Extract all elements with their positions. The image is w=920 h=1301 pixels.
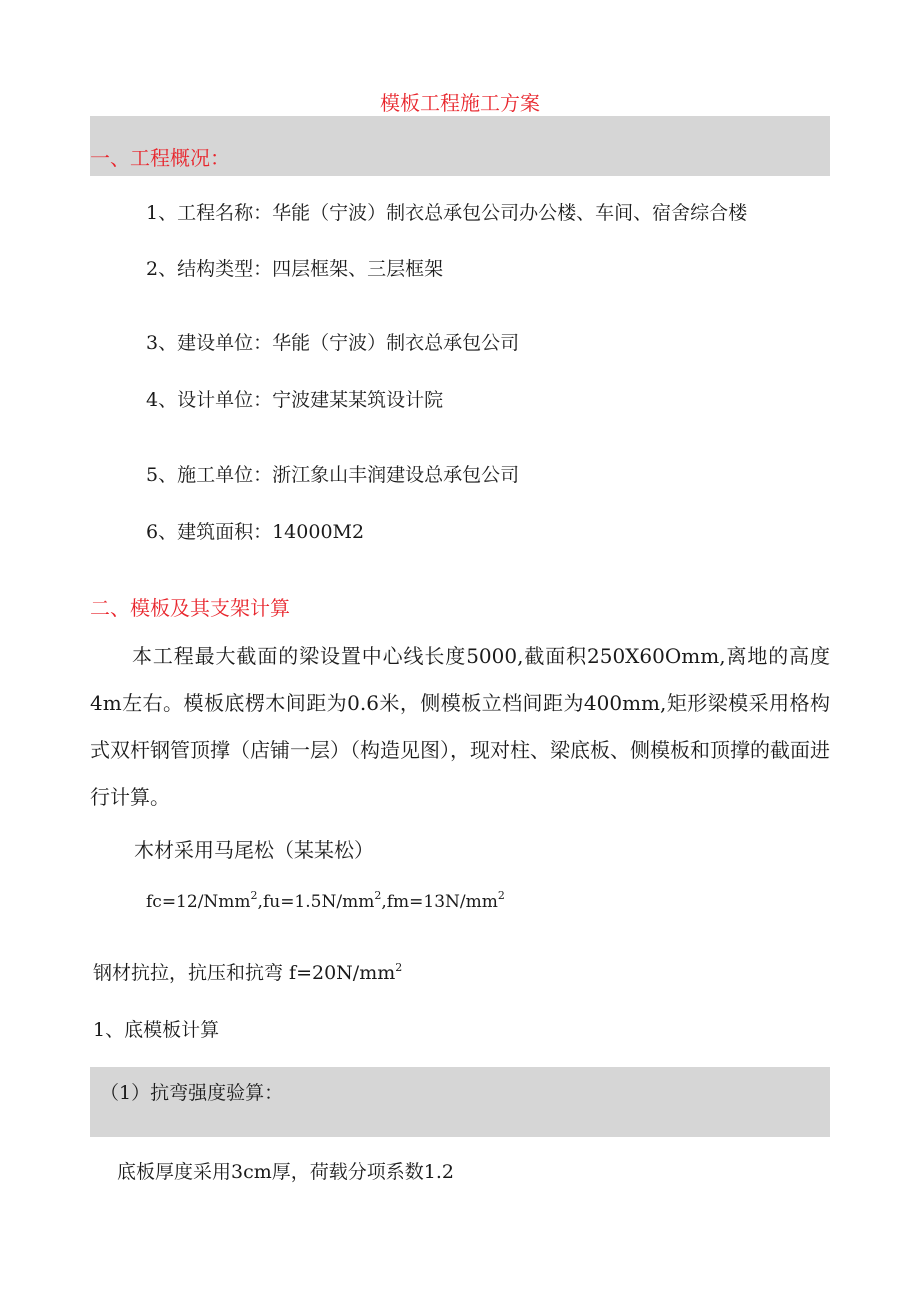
formula-part-fu: ,fu=1.5N/mm — [257, 892, 375, 912]
steel-strength-sup: 2 — [395, 961, 403, 974]
calculation-intro-paragraph: 本工程最大截面的梁设置中心线长度5000,截面积250X60Omm,离地的高度4m左右。模板底楞木间距为0.6米，侧模板立档间距为400mm,矩形梁模采用格构式双杆钢管顶撑（店铺一层）（构造见图），现对柱、梁底板、侧模板和顶撑的截面进行计算。 — [90, 644, 830, 809]
formula-sup-1: 2 — [250, 889, 258, 902]
owner-item: 3、建设单位：华能（宁波）制衣总承包公司 — [146, 332, 520, 354]
contractor-item: 5、施工单位：浙江象山丰润建设总承包公司 — [146, 464, 520, 486]
structure-type-item: 2、结构类型：四层框架、三层框架 — [146, 258, 444, 280]
designer-item: 4、设计单位：宁波建某某筑设计院 — [146, 389, 444, 411]
timber-note: 木材采用马尾松（某某松） — [134, 838, 374, 862]
bottom-formwork-heading: 1、底模板计算 — [93, 1019, 220, 1041]
bottom-plate-thickness-note: 底板厚度采用3cm厚，荷载分项系数1.2 — [117, 1161, 454, 1183]
floor-area-item: 6、建筑面积：14000M2 — [146, 521, 365, 543]
section1-heading: 一、工程概况： — [90, 146, 230, 170]
bending-check-heading: （1）抗弯强度验算： — [100, 1082, 284, 1104]
steel-strength-text: 钢材抗拉，抗压和抗弯 f=20N/mm — [93, 962, 396, 984]
steel-strength-note — [93, 958, 402, 985]
document-title: 模板工程施工方案 — [380, 91, 540, 115]
formula-part-fm: ,fm=13N/mm — [381, 892, 498, 912]
formula-sup-3: 2 — [497, 889, 505, 902]
section2-heading: 二、模板及其支架计算 — [90, 596, 290, 620]
formula-part-fc: fc=12/Nmm — [146, 892, 251, 912]
timber-strength-formula — [146, 889, 505, 912]
formula-sup-2: 2 — [374, 889, 382, 902]
project-name-item: 1、工程名称：华能（宁波）制衣总承包公司办公楼、车间、宿舍综合楼 — [146, 202, 748, 224]
